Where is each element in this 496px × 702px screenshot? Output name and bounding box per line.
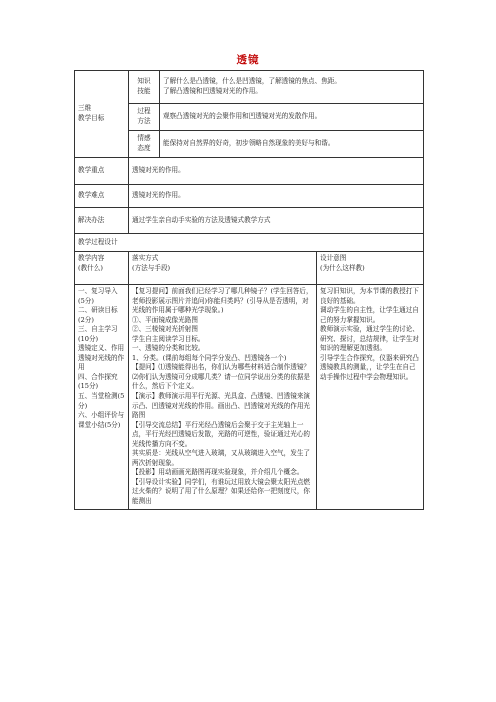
knowledge-skill-label: 知识 技能: [129, 71, 160, 104]
key-point-label: 教学重点: [75, 158, 129, 185]
key-point-text: 透镜对光的作用。: [129, 158, 424, 185]
process-content-cell: 一、复习导入 (5分) 二、研读目标 (2分) 三、自主学习 (10分) 透镜定义、作用 透镜对光线的作用 四、合作探究 (15分) 五、当堂检测(5分) 六、小组评价与课堂小结(5分): [75, 285, 129, 510]
process-method-text: 观察凸透镜对光的会聚作用和凹透镜对光的发散作用。: [160, 104, 424, 131]
document-title: 透镜: [236, 54, 260, 66]
knowledge-skill-text: 了解什么是凸透镜，什么是凹透镜，了解透镜的焦点、焦距。 了解凸透镜和凹透镜对光的作用。: [160, 71, 424, 104]
process-intent-cell: 复习旧知识，为本节课的教授打下良好的基础。 调动学生的自主性，让学生通过自己的努力掌握知识。 教师演示实验，通过学生的讨论、研究、探讨，总结规律，让学生对知识的理解更加透彻。 引导学生合作探究，仪器来研究凸透镜教具的测量，，让学生在自己动手操作过程中学会物理知识。: [317, 285, 424, 510]
objectives-label: 三维 教学目标: [75, 71, 129, 158]
process-header-intent: 设计意图 (为什么这样教): [317, 252, 424, 285]
process-title: 教学过程设计: [75, 234, 424, 252]
difficulty-text: 透镜对光的作用。: [129, 185, 424, 208]
method-text: 通过学生亲自动手实验的方法及透镜式教学方式: [129, 208, 424, 234]
attitude-label: 情感 态度: [129, 131, 160, 158]
process-method-label: 过程 方法: [129, 104, 160, 131]
process-header-methods: 落实方式 (方法与手段): [129, 252, 317, 285]
attitude-text: 能保持对自然界的好奇，初步领略自然现象的美好与和谐。: [160, 131, 424, 158]
difficulty-label: 教学难点: [75, 185, 129, 208]
lesson-plan-table: [74, 70, 424, 510]
method-label: 解决办法: [75, 208, 129, 234]
process-header-content: 教学内容 (教什么): [75, 252, 129, 285]
process-methods-cell: 【复习提问】前面我们已经学习了哪几种镜子？(学生回答后，老师投影展示图片并追问)你能归类吗？(引导从是否透明，对光线的作用属于哪种光学现象。) ①、平面镜成像光路图 ②、三棱镜对光折射图 学生自主阅读学习目标。 一、透镜的分类和比较。 1、分类。(课前每组每个同学分发凸、凹透镜各一个) 【提问】⑴透镜能得出名，你们认为哪些材料适合制作透镜？ ⑵你们认为透镜可分成哪几类？请一位同学说出分类的依据是什么，然后下个定义。 【演示】教师演示用平行光源、光具盒、凸透镜、凹透镜来演示凸、凹透镜对光线的作用。画出凸、凹透镜对光线的作用光路图 【引导交流总结】平行光经凸透镜后会聚于交于主光轴上一点，平行光经凹透镜后发散，光路的可逆性，验证通过光心的光线传播方向不变。 其实质是：光线从空气进入玻璃，又从玻璃进入空气，发生了两次折射现象。 【投影】用动画画光路图再现实验现象，并介绍几个概念。 【引导设计实验】同学们，有谁玩过用放大镜会聚太阳光点燃过火柴的？说明了用了什么原理？如果还给你一把刻度尺，你能测出: [129, 285, 317, 510]
